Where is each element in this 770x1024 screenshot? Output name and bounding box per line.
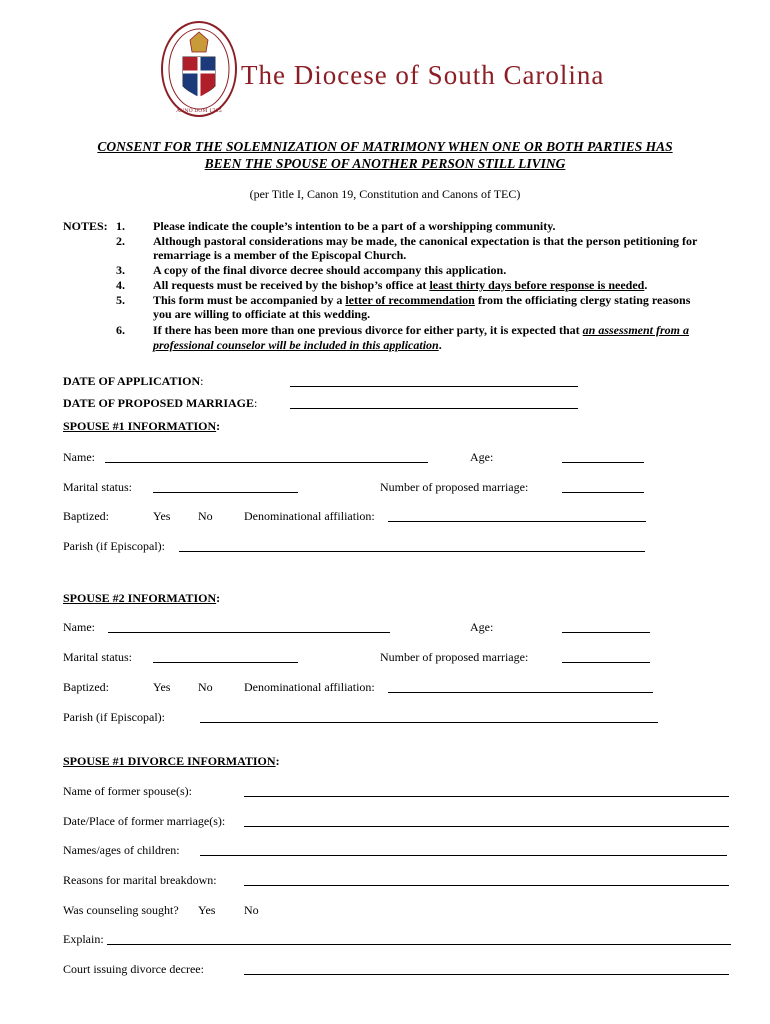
note-text: remarriage is a member of the Episcopal Church.	[153, 248, 407, 262]
note-text: professional counselor will be included in this application.	[153, 338, 442, 352]
date-of-proposed-marriage-label: DATE OF PROPOSED MARRIAGE:	[63, 396, 258, 410]
children-field[interactable]	[200, 855, 727, 856]
spouse2-baptized-yes[interactable]: Yes	[153, 680, 171, 694]
note-text: If there has been more than one previous divorce for either party, it is expected that an assessment from a	[153, 323, 689, 337]
spouse2-marital-label: Marital status:	[63, 650, 132, 664]
spouse1-parish-field[interactable]	[179, 551, 645, 552]
note-number: 1.	[116, 219, 125, 233]
spouse1-age-field[interactable]	[562, 462, 644, 463]
divorce1-heading: SPOUSE #1 DIVORCE INFORMATION:	[63, 754, 280, 768]
spouse1-baptized-yes[interactable]: Yes	[153, 509, 171, 523]
spouse2-age-field[interactable]	[562, 632, 650, 633]
explain-field[interactable]	[107, 944, 731, 945]
spouse1-name-label: Name:	[63, 450, 95, 464]
spouse2-age-label: Age:	[470, 620, 494, 634]
note-number: 2.	[116, 234, 125, 248]
spouse1-num-marriage-field[interactable]	[562, 492, 644, 493]
spouse1-marital-field[interactable]	[153, 492, 298, 493]
spouse2-denom-label: Denominational affiliation:	[244, 680, 375, 694]
spouse2-name-label: Name:	[63, 620, 95, 634]
spouse1-marital-label: Marital status:	[63, 480, 132, 494]
reasons-label: Reasons for marital breakdown:	[63, 873, 217, 887]
spouse2-marital-field[interactable]	[153, 662, 298, 663]
note-text: Although pastoral considerations may be made, the canonical expectation is that the person petitioning for	[153, 234, 698, 248]
spouse2-parish-label: Parish (if Episcopal):	[63, 710, 165, 724]
explain-label: Explain:	[63, 932, 104, 946]
date-place-label: Date/Place of former marriage(s):	[63, 814, 226, 828]
note-text: Please indicate the couple’s intention to be a part of a worshipping community.	[153, 219, 556, 233]
spouse2-baptized-label: Baptized:	[63, 680, 109, 694]
date-of-application-field[interactable]	[290, 386, 578, 387]
notes-label: NOTES:	[63, 219, 108, 233]
court-field[interactable]	[244, 974, 729, 975]
former-spouse-field[interactable]	[244, 796, 729, 797]
spouse1-parish-label: Parish (if Episcopal):	[63, 539, 165, 553]
spouse2-num-marriage-field[interactable]	[562, 662, 650, 663]
counseling-yes[interactable]: Yes	[198, 903, 216, 917]
spouse2-baptized-no[interactable]: No	[198, 680, 213, 694]
note-text: This form must be accompanied by a letter of recommendation from the officiating clergy stating reasons	[153, 293, 691, 307]
seal-icon	[160, 20, 238, 118]
svg-text:ANNO DOM 1785: ANNO DOM 1785	[176, 108, 222, 114]
spouse1-age-label: Age:	[470, 450, 494, 464]
form-title-line1: CONSENT FOR THE SOLEMNIZATION OF MATRIMONY WHEN ONE OR BOTH PARTIES HAS	[97, 139, 673, 154]
spouse1-name-field[interactable]	[105, 462, 428, 463]
reasons-field[interactable]	[244, 885, 729, 886]
spouse1-denom-field[interactable]	[388, 521, 646, 522]
diocese-seal	[160, 20, 238, 118]
date-of-proposed-marriage-field[interactable]	[290, 408, 578, 409]
date-of-application-label: DATE OF APPLICATION:	[63, 374, 204, 388]
note-number: 3.	[116, 263, 125, 277]
spouse2-name-field[interactable]	[108, 632, 390, 633]
spouse1-baptized-label: Baptized:	[63, 509, 109, 523]
court-label: Court issuing divorce decree:	[63, 962, 204, 976]
spouse2-denom-field[interactable]	[388, 692, 653, 693]
spouse2-parish-field[interactable]	[200, 722, 658, 723]
counseling-label: Was counseling sought?	[63, 903, 179, 917]
spouse2-num-marriage-label: Number of proposed marriage:	[380, 650, 529, 664]
date-place-field[interactable]	[244, 826, 729, 827]
spouse2-heading: SPOUSE #2 INFORMATION:	[63, 591, 221, 605]
spouse1-baptized-no[interactable]: No	[198, 509, 213, 523]
note-text: A copy of the final divorce decree should accompany this application.	[153, 263, 507, 277]
form-subtitle: (per Title I, Canon 19, Constitution and Canons of TEC)	[249, 187, 521, 201]
spouse1-heading: SPOUSE #1 INFORMATION:	[63, 419, 221, 433]
spouse1-num-marriage-label: Number of proposed marriage:	[380, 480, 529, 494]
note-number: 4.	[116, 278, 125, 292]
children-label: Names/ages of children:	[63, 843, 180, 857]
form-title-line2: BEEN THE SPOUSE OF ANOTHER PERSON STILL LIVING	[204, 156, 566, 171]
former-spouse-label: Name of former spouse(s):	[63, 784, 192, 798]
spouse1-denom-label: Denominational affiliation:	[244, 509, 375, 523]
note-number: 6.	[116, 323, 125, 337]
org-name: The Diocese of South Carolina	[241, 60, 605, 90]
counseling-no[interactable]: No	[244, 903, 259, 917]
note-number: 5.	[116, 293, 125, 307]
note-text: you are willing to officiate at this wedding.	[153, 307, 371, 321]
note-text: All requests must be received by the bishop’s office at least thirty days before response is needed.	[153, 278, 648, 292]
